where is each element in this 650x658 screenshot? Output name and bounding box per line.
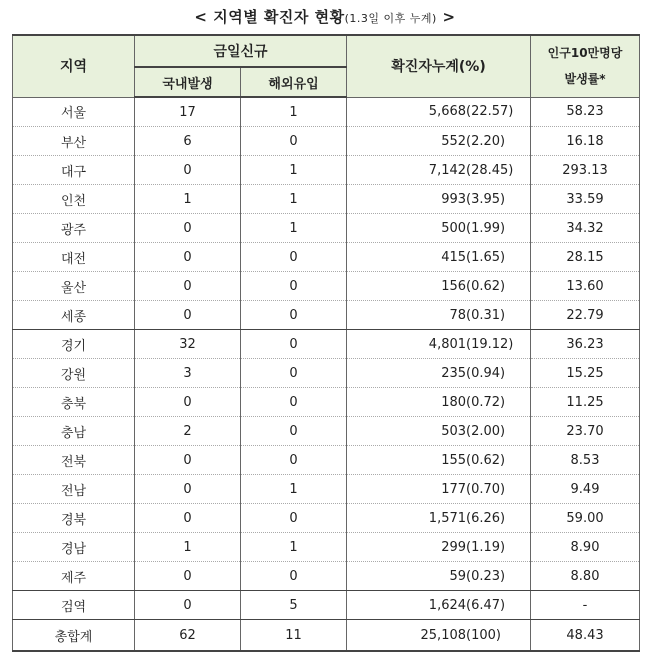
cell-cumulative-percent: (19.12): [466, 336, 514, 352]
cell-rate: 8.53: [531, 446, 640, 475]
cell-overseas: 0: [241, 504, 347, 533]
header-cumulative: 확진자누계(%): [347, 35, 531, 97]
cell-region: 경기: [13, 330, 135, 359]
cell-cumulative: [347, 591, 531, 620]
cell-cumulative-percent: (100): [466, 627, 501, 643]
cell-rate: 28.15: [531, 243, 640, 272]
cell-domestic: 0: [135, 301, 241, 330]
cell-overseas: 0: [241, 359, 347, 388]
cell-cumulative-count: 299: [441, 539, 467, 555]
cell-cumulative-percent: (22.57): [466, 104, 514, 120]
cell-rate: 293.13: [531, 156, 640, 185]
cell-domestic: 3: [135, 359, 241, 388]
cell-cumulative-count: 1,624: [428, 597, 467, 613]
cell-domestic: 0: [135, 562, 241, 591]
cell-overseas: 0: [241, 127, 347, 156]
cell-domestic: 17: [135, 97, 241, 127]
table-row: [13, 272, 640, 301]
cell-cumulative-percent: (0.31): [466, 307, 506, 323]
cell-overseas: 0: [241, 243, 347, 272]
cell-rate: 16.18: [531, 127, 640, 156]
cell-cumulative: [347, 97, 531, 127]
table-row: [13, 562, 640, 591]
cell-domestic: 1: [135, 185, 241, 214]
cell-cumulative: [347, 272, 531, 301]
cell-cumulative: [347, 562, 531, 591]
cell-overseas: 11: [241, 620, 347, 652]
cell-overseas: 5: [241, 591, 347, 620]
cell-cumulative-count: 25,108: [420, 627, 467, 643]
cell-rate: 48.43: [531, 620, 640, 652]
cell-cumulative: [347, 504, 531, 533]
cell-region: 전남: [13, 475, 135, 504]
cell-rate: 8.90: [531, 533, 640, 562]
cell-overseas: 1: [241, 533, 347, 562]
title-end: >: [436, 8, 456, 26]
cell-region: 충북: [13, 388, 135, 417]
cell-cumulative-count: 552: [441, 133, 467, 149]
cell-rate: 22.79: [531, 301, 640, 330]
cell-cumulative: [347, 301, 531, 330]
table-row: [13, 97, 640, 127]
cell-rate: 34.32: [531, 214, 640, 243]
cell-domestic: 0: [135, 475, 241, 504]
cell-cumulative-count: 7,142: [428, 162, 467, 178]
cell-rate: -: [531, 591, 640, 620]
cell-cumulative-percent: (0.72): [466, 394, 506, 410]
cell-domestic: 0: [135, 272, 241, 301]
cell-cumulative-percent: (1.99): [466, 220, 506, 236]
cell-cumulative-percent: (6.47): [466, 597, 506, 613]
table-body: [13, 97, 640, 651]
regional-cases-table: [12, 34, 640, 652]
cell-domestic: 0: [135, 446, 241, 475]
cell-cumulative-count: 177: [441, 481, 467, 497]
cell-cumulative-count: 993: [441, 191, 467, 207]
header-domestic: 국내발생: [135, 67, 241, 97]
cell-region: 충남: [13, 417, 135, 446]
cell-region: 경북: [13, 504, 135, 533]
cell-cumulative-count: 4,801: [428, 336, 467, 352]
table-row: [13, 214, 640, 243]
cell-cumulative-count: 415: [441, 249, 467, 265]
cell-cumulative: [347, 417, 531, 446]
cell-cumulative-count: 503: [441, 423, 467, 439]
table-row: [13, 388, 640, 417]
cell-cumulative-percent: (0.62): [466, 278, 506, 294]
cell-cumulative: [347, 620, 531, 652]
cell-region: 대구: [13, 156, 135, 185]
cell-cumulative-count: 180: [441, 394, 467, 410]
cell-domestic: 1: [135, 533, 241, 562]
cell-cumulative-count: 156: [441, 278, 467, 294]
table-row: [13, 185, 640, 214]
cell-region: 부산: [13, 127, 135, 156]
cell-cumulative: [347, 330, 531, 359]
cell-rate: 59.00: [531, 504, 640, 533]
cell-rate: 13.60: [531, 272, 640, 301]
cell-region: 광주: [13, 214, 135, 243]
cell-region: 울산: [13, 272, 135, 301]
cell-overseas: 0: [241, 272, 347, 301]
cell-rate: 58.23: [531, 97, 640, 127]
cell-rate: 11.25: [531, 388, 640, 417]
cell-region: 제주: [13, 562, 135, 591]
table-row: [13, 330, 640, 359]
table-row: [13, 533, 640, 562]
cell-cumulative-percent: (1.65): [466, 249, 506, 265]
cell-domestic: 0: [135, 504, 241, 533]
cell-cumulative-count: 59: [449, 568, 467, 584]
cell-cumulative: [347, 446, 531, 475]
cell-rate: 36.23: [531, 330, 640, 359]
cell-cumulative-count: 1,571: [428, 510, 467, 526]
table-row: [13, 417, 640, 446]
cell-overseas: 1: [241, 214, 347, 243]
cell-overseas: 1: [241, 156, 347, 185]
cell-rate: 33.59: [531, 185, 640, 214]
cell-cumulative-percent: (2.00): [466, 423, 506, 439]
cell-domestic: 0: [135, 591, 241, 620]
cell-cumulative-count: 155: [441, 452, 467, 468]
table-row: [13, 620, 640, 652]
cell-overseas: 0: [241, 417, 347, 446]
cell-overseas: 1: [241, 97, 347, 127]
cell-region: 서울: [13, 97, 135, 127]
cell-domestic: 2: [135, 417, 241, 446]
cell-region: 전북: [13, 446, 135, 475]
cell-overseas: 0: [241, 330, 347, 359]
cell-cumulative: [347, 185, 531, 214]
cell-domestic: 32: [135, 330, 241, 359]
cell-domestic: 0: [135, 388, 241, 417]
cell-cumulative-percent: (28.45): [466, 162, 514, 178]
cell-region: 대전: [13, 243, 135, 272]
cell-region: 세종: [13, 301, 135, 330]
cell-cumulative-count: 78: [449, 307, 467, 323]
cell-rate: 15.25: [531, 359, 640, 388]
header-rate-line1: 인구10만명당: [547, 46, 623, 61]
cell-cumulative: [347, 475, 531, 504]
cell-overseas: 0: [241, 301, 347, 330]
table-row: [13, 475, 640, 504]
header-rate: [531, 35, 640, 97]
cell-region: 경남: [13, 533, 135, 562]
table-row: [13, 446, 640, 475]
header-overseas: 해외유입: [241, 67, 347, 97]
cell-domestic: 0: [135, 156, 241, 185]
cell-cumulative: [347, 127, 531, 156]
cell-overseas: 0: [241, 562, 347, 591]
cell-cumulative-count: 235: [441, 365, 467, 381]
cell-region: 총합계: [13, 620, 135, 652]
cell-cumulative-percent: (0.70): [466, 481, 506, 497]
cell-region: 검역: [13, 591, 135, 620]
cell-overseas: 0: [241, 446, 347, 475]
cell-domestic: 0: [135, 214, 241, 243]
cell-region: 인천: [13, 185, 135, 214]
table-row: [13, 591, 640, 620]
cell-domestic: 0: [135, 243, 241, 272]
cell-rate: 23.70: [531, 417, 640, 446]
cell-cumulative: [347, 533, 531, 562]
cell-overseas: 0: [241, 388, 347, 417]
header-rate-line2: 발생률*: [564, 72, 606, 87]
cell-cumulative: [347, 243, 531, 272]
cell-overseas: 1: [241, 185, 347, 214]
cell-cumulative-percent: (2.20): [466, 133, 506, 149]
cell-overseas: 1: [241, 475, 347, 504]
cell-cumulative-count: 500: [441, 220, 467, 236]
cell-domestic: 6: [135, 127, 241, 156]
table-row: [13, 504, 640, 533]
cell-rate: 9.49: [531, 475, 640, 504]
cell-cumulative: [347, 388, 531, 417]
header-today-new: 금일신규: [135, 35, 347, 67]
table-title: [0, 6, 650, 27]
cell-cumulative-percent: (6.26): [466, 510, 506, 526]
table-row: [13, 156, 640, 185]
cell-cumulative-percent: (0.62): [466, 452, 506, 468]
table-row: [13, 359, 640, 388]
cell-cumulative-percent: (1.19): [466, 539, 506, 555]
cell-cumulative-percent: (3.95): [466, 191, 506, 207]
table-row: [13, 127, 640, 156]
table-row: [13, 243, 640, 272]
cell-cumulative: [347, 359, 531, 388]
cell-cumulative-count: 5,668: [428, 104, 467, 120]
cell-cumulative-percent: (0.23): [466, 568, 506, 584]
cell-cumulative: [347, 156, 531, 185]
cell-cumulative-percent: (0.94): [466, 365, 506, 381]
table-row: [13, 301, 640, 330]
cell-domestic: 62: [135, 620, 241, 652]
title-text: < 지역별 확진자 현황: [194, 8, 345, 26]
header-region: 지역: [13, 35, 135, 97]
cell-rate: 8.80: [531, 562, 640, 591]
cell-region: 강원: [13, 359, 135, 388]
cell-cumulative: [347, 214, 531, 243]
title-subtitle: (1.3일 이후 누계): [344, 12, 437, 25]
